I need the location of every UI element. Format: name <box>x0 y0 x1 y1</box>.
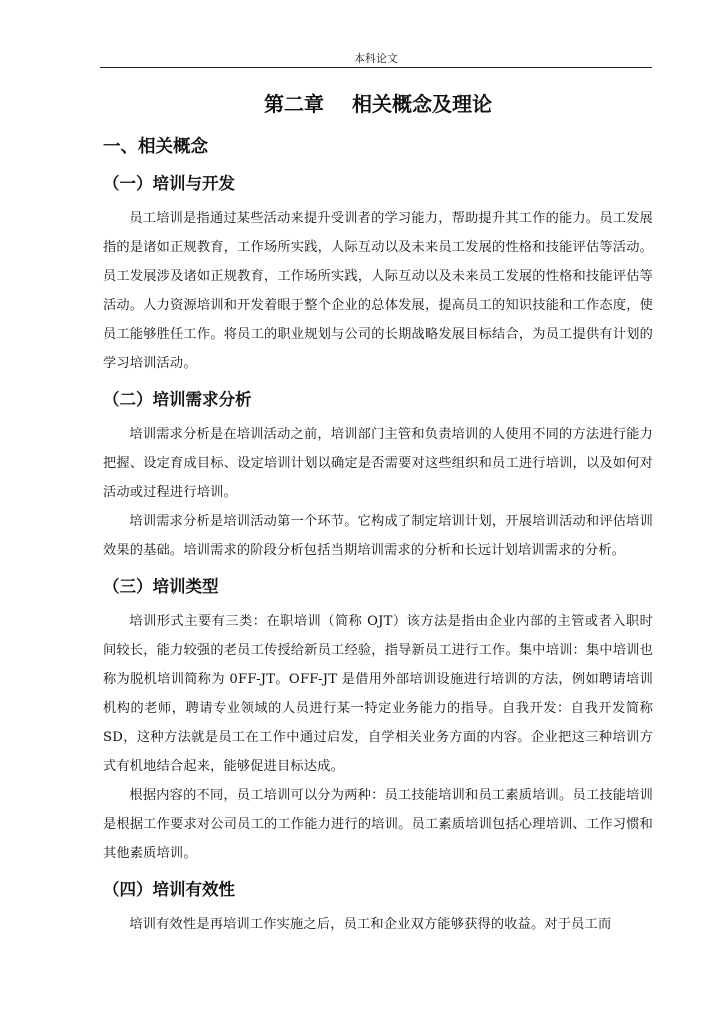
chapter-title: 相关概念及理论 <box>352 92 492 116</box>
paragraph: 员工培训是指通过某些活动来提升受训者的学习能力，帮助提升其工作的能力。员工发展指的是诸如正规教育，工作场所实践，人际互动以及未来员工发展的性格和技能评估等活动。员工发展涉及诸如正规教育，工作场所实践，人际互动以及未来员工发展的性格和技能评估等活动。人力资源培训和开发着眼于整个企业的总体发展，提高员工的知识技能和工作态度，使员工能够胜任工作。将员工的职业规划与公司的长期战略发展目标结合，为员工提供有计划的学习培训活动。 <box>103 211 653 371</box>
section-heading: 一、相关概念 <box>103 137 208 157</box>
subsection-heading-effectiveness: （四）培训有效性 <box>103 880 235 899</box>
paragraph: 培训形式主要有三类：在职培训（简称 OJT）该方法是指由企业内部的主管或者入职时间较长，能力较强的老员工传授给新员工经验，指导新员工进行工作。集中培训：集中培训也称为脱机培训简称为 0FF-JT。OFF-JT 是借用外部培训设施进行培训的方法，例如聘请培训机构的老师，聘请专业领域的人员进行某一特定业务能力的指导。自我开发：自我开发简称 SD，这种方法就是员工在工作中通过启发，自学相关业务方面的内容。企业把这三种培训方式有机地结合起来，能够促进目标达成。 <box>103 614 653 774</box>
paragraph: 根据内容的不同，员工培训可以分为两种：员工技能培训和员工素质培训。员工技能培训是根据工作要求对公司员工的工作能力进行的培训。员工素质培训包括心理培训、工作习惯和其他素质培训。 <box>103 788 653 861</box>
running-header: 本科论文 <box>354 52 398 65</box>
paragraph: 培训需求分析是在培训活动之前，培训部门主管和负责培训的人使用不同的方法进行能力把握、设定育成目标、设定培训计划以确定是否需要对这些组织和员工进行培训，以及如何对活动或过程进行培训。 <box>103 427 653 500</box>
page-content <box>103 88 653 939</box>
paragraph: 培训有效性是再培训工作实施之后，员工和企业双方能够获得的收益。对于员工而 <box>129 917 612 932</box>
chapter-number: 第二章 <box>264 92 324 116</box>
chapter-heading <box>103 88 653 120</box>
paragraph: 培训需求分析是培训活动第一个环节。它构成了制定培训计划，开展培训活动和评估培训效果的基础。培训需求的阶段分析包括当期培训需求的分析和长远计划培训需求的分析。 <box>103 514 653 558</box>
subsection-heading-training-types: （三）培训类型 <box>103 577 219 596</box>
subsection-heading-needs-analysis: （二）培训需求分析 <box>103 390 252 409</box>
subsection-heading-training-development: （一）培训与开发 <box>103 174 235 193</box>
header-rule <box>100 67 652 68</box>
